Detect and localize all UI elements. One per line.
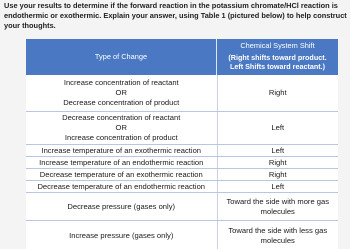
equilibrium-shift-table [26,39,338,249]
change-line: Increase temperature of an exothermic reaction [41,145,202,155]
system-shift-cell [217,181,338,193]
system-shift-cell [217,145,338,157]
change-line: OR [115,88,127,97]
shift-line: Right [268,157,287,167]
type-of-change-cell [26,157,217,169]
header-shift-subtitle-line1: (Right shifts toward product. [228,53,327,62]
header-type-of-change [26,39,217,75]
table-row [26,75,338,112]
table-row [26,145,338,157]
table-row [26,169,338,181]
system-shift-cell [217,221,338,249]
type-of-change-cell [26,112,217,145]
change-line: Decrease concentration of reactant [62,113,181,122]
change-line: Increase pressure (gases only) [69,231,174,240]
table-row [26,157,338,169]
type-of-change-cell [26,193,217,221]
system-shift-cell [217,75,338,112]
table-row [26,112,338,145]
table-1 [26,39,338,249]
table-row [26,181,338,193]
shift-line: Left [271,145,285,155]
system-shift-cell [217,193,338,221]
change-line: Increase concentration of product [64,133,178,142]
table-header-row [26,39,338,75]
type-of-change-cell [26,145,217,157]
change-line: Decrease concentration of product [63,98,180,107]
system-shift-cell [217,112,338,145]
change-line: Decrease pressure (gases only) [67,201,176,211]
shift-line: molecules [260,206,295,216]
type-of-change-cell [26,221,217,249]
change-line: Increase concentration of reactant [63,78,179,87]
type-of-change-cell [26,75,217,112]
shift-line: molecules [260,236,295,245]
shift-line: Right [268,169,287,179]
table-row [26,193,338,221]
type-of-change-cell [26,181,217,193]
table-row [26,221,338,249]
shift-line: Left [271,123,285,132]
header-type-of-change-label: Type of Change [26,39,217,75]
shift-line: Toward the side with more gas [226,196,330,206]
system-shift-cell [217,169,338,181]
change-line: OR [115,123,127,132]
instructions-text: Use your results to determine if the forward reaction in the potassium chromate/HCl reaction is endothermic or exothermic. Explain your answer, using Table 1 (pictured below) to help construct your thoughts. [4,1,347,30]
header-chemical-system-shift [217,39,338,75]
header-shift-subtitle-line2: Left Shifts toward reactant.) [229,62,326,71]
shift-line: Left [271,181,285,191]
shift-line: Toward the side with less gas [228,226,328,235]
change-line: Decrease temperature of an exothermic reaction [39,169,203,179]
shift-line: Right [268,88,287,97]
header-shift-title: Chemical System Shift [240,41,315,50]
change-line: Increase temperature of an endothermic reaction [39,157,204,167]
change-line: Decrease temperature of an endothermic reaction [37,181,206,191]
type-of-change-cell [26,169,217,181]
system-shift-cell [217,157,338,169]
